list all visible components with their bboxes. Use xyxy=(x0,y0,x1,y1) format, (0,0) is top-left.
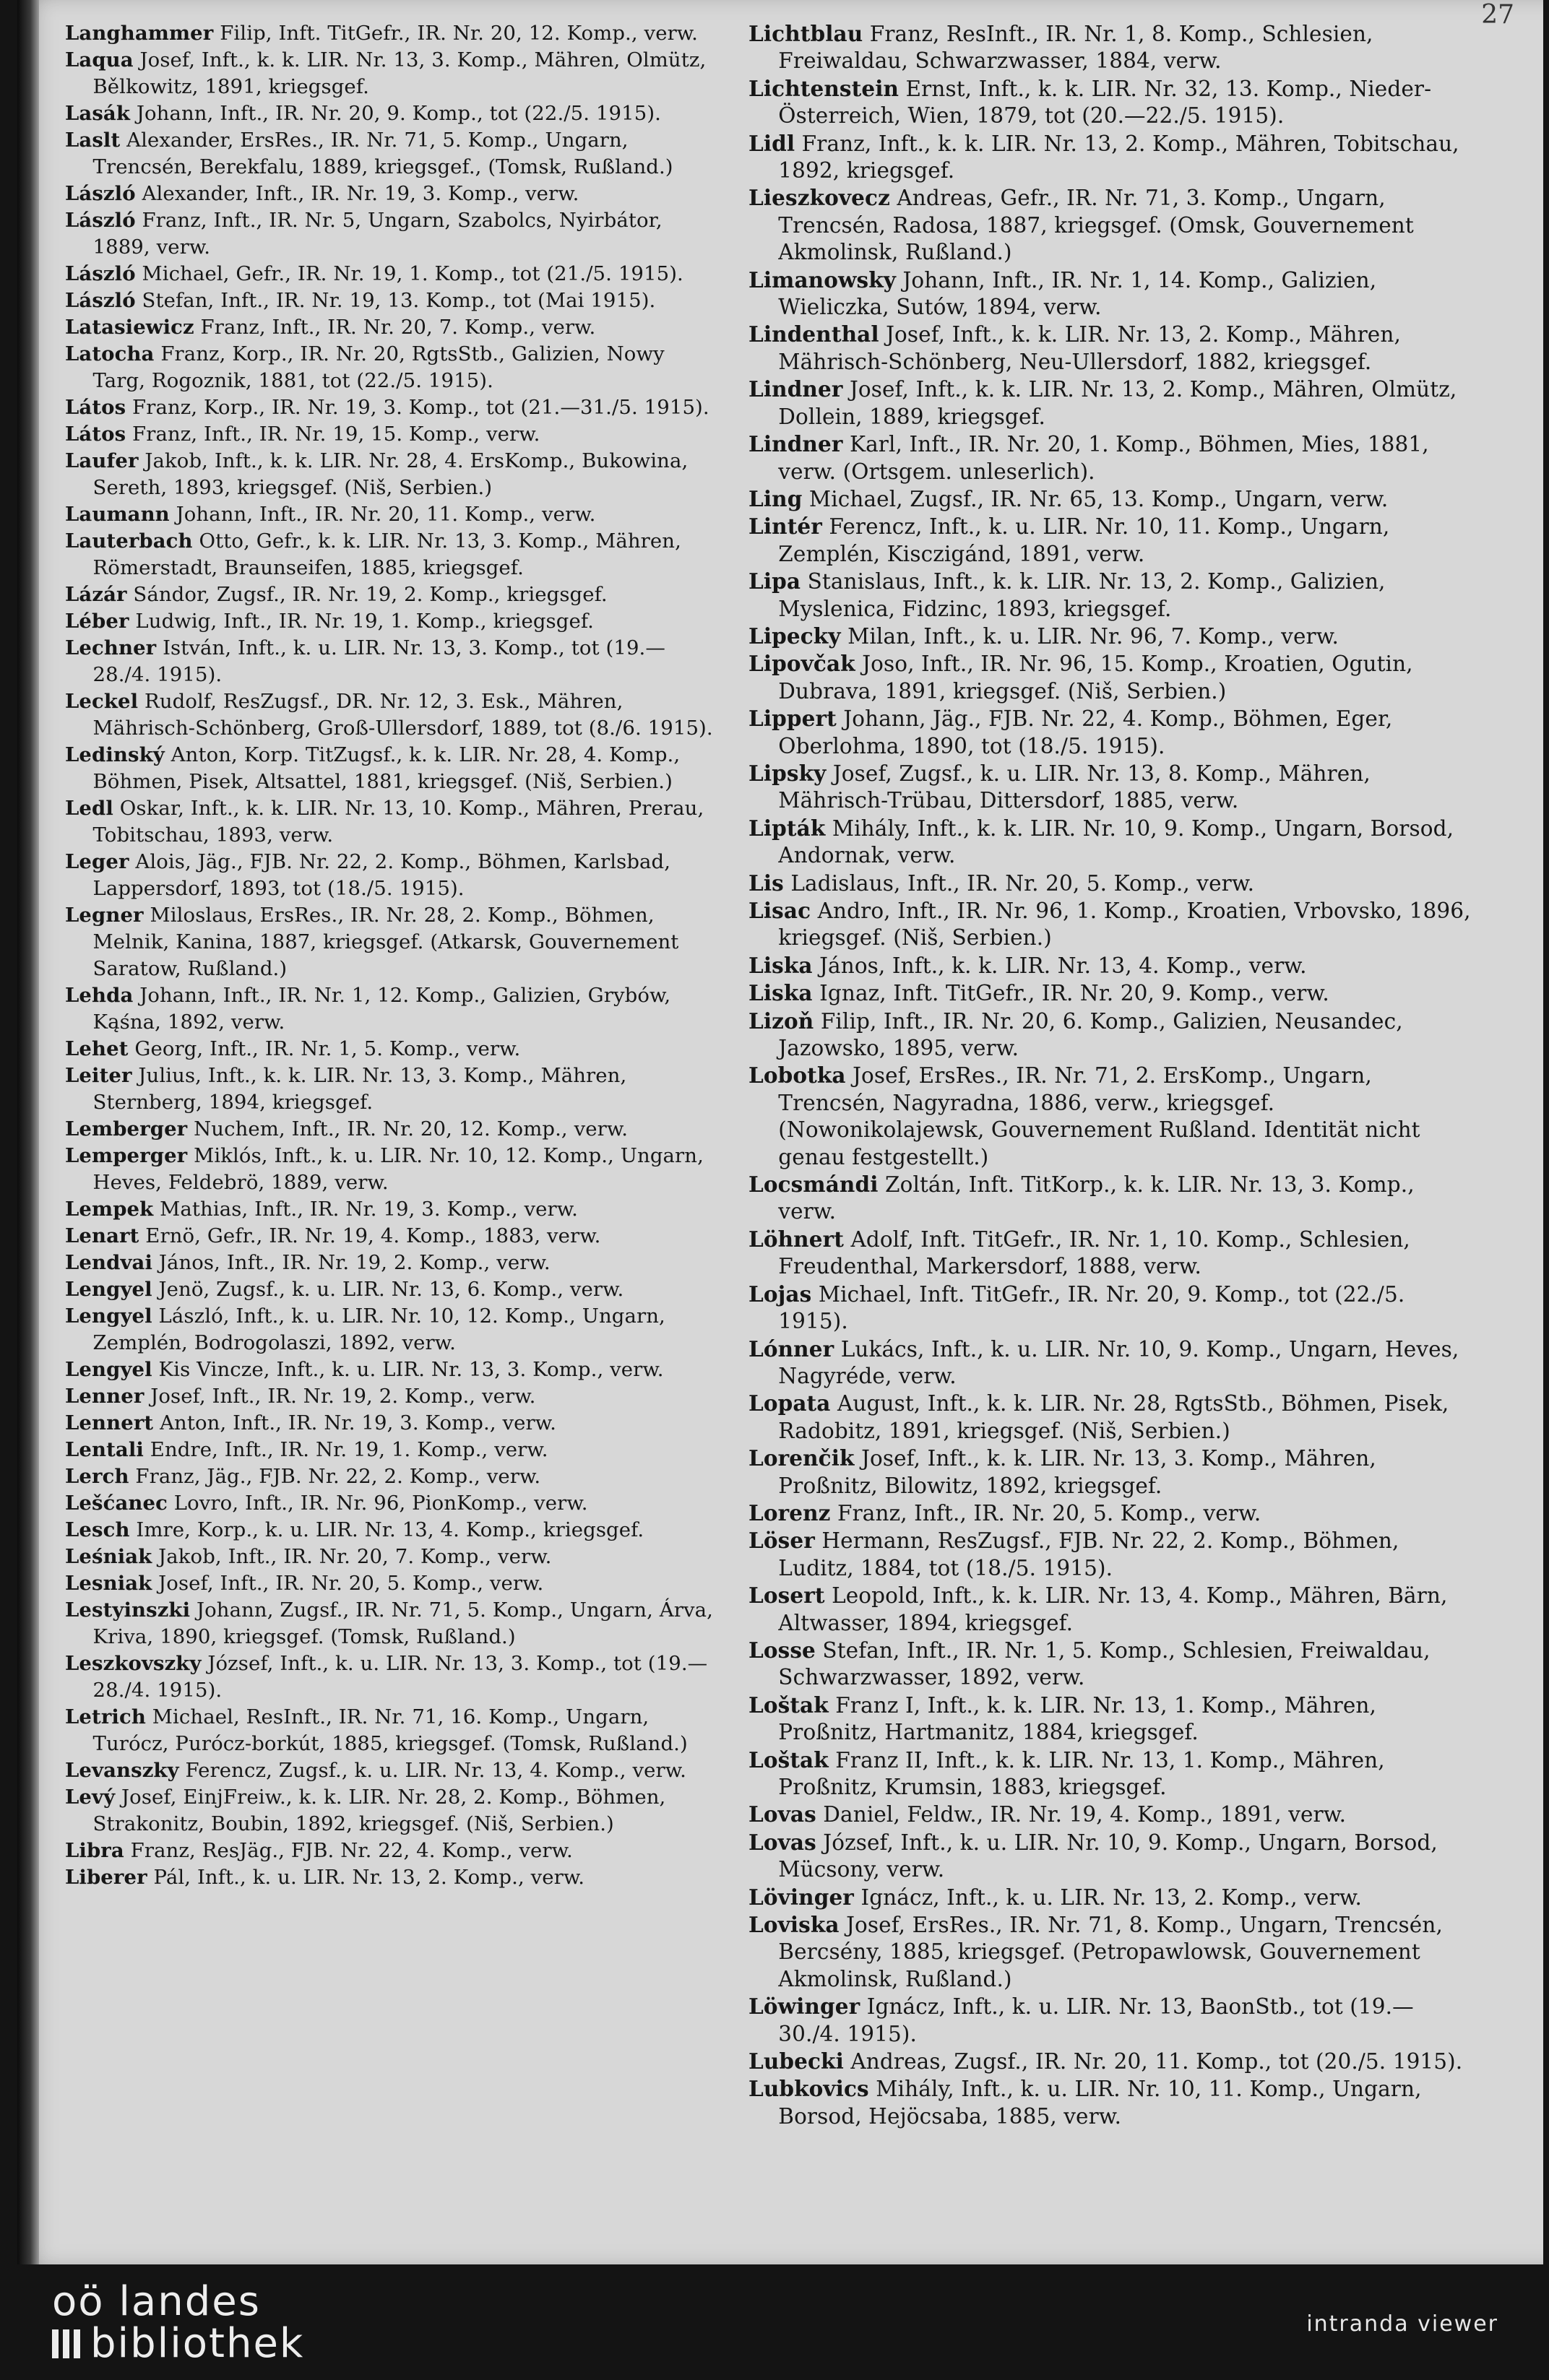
entry-details: Ferencz, Zugsf., k. u. LIR. Nr. 13, 4. Komp., verw. xyxy=(185,1759,686,1782)
entry-details: Josef, Inft., k. k. LIR. Nr. 13, 2. Komp., Mähren, Mährisch-Schönberg, Neu-Ullersdorf, 1882, kriegsgef. xyxy=(778,322,1401,374)
entry-details: Franz, ResJäg., FJB. Nr. 22, 4. Komp., verw. xyxy=(130,1839,573,1862)
book-spine xyxy=(17,0,39,2264)
library-logo[interactable] xyxy=(52,2278,305,2367)
entry-surname: Losse xyxy=(748,1637,816,1663)
register-entry xyxy=(65,1597,715,1650)
entry-details: Filip, Inft. TitGefr., IR. Nr. 20, 12. Komp., verw. xyxy=(220,22,699,45)
entry-surname: Lövinger xyxy=(748,1884,854,1910)
entry-surname: Lipa xyxy=(748,568,801,594)
register-entry xyxy=(65,688,715,742)
entry-surname: Lipták xyxy=(748,815,826,841)
entry-details: Josef, Inft., k. k. LIR. Nr. 13, 3. Komp., Mähren, Proßnitz, Bilowitz, 1892, kriegsgef. xyxy=(778,1446,1376,1498)
register-entry xyxy=(748,760,1471,815)
entry-surname: Ledl xyxy=(65,797,113,820)
entry-details: Anton, Korp. TitZugsf., k. k. LIR. Nr. 28, 4. Komp., Böhmen, Pisek, Altsattel, 1881, kriegsgef. (Niš, Serbien.) xyxy=(92,743,681,793)
entry-details: Michael, Gefr., IR. Nr. 19, 1. Komp., tot (21./5. 1915). xyxy=(142,262,683,285)
entry-surname: Laqua xyxy=(65,48,134,72)
register-entry xyxy=(748,130,1471,185)
left-column xyxy=(65,20,715,1891)
register-entry xyxy=(748,75,1471,130)
entry-details: Julius, Inft., k. k. LIR. Nr. 13, 3. Komp., Mähren, Sternberg, 1894, kriegsgef. xyxy=(92,1064,627,1114)
entry-surname: Lis xyxy=(748,870,784,896)
entry-surname: Látos xyxy=(65,423,126,446)
entry-surname: Levý xyxy=(65,1786,116,1809)
entry-details: Josef, Inft., k. k. LIR. Nr. 13, 3. Komp., Mähren, Olmütz, Bělkowitz, 1891, kriegsgef. xyxy=(92,48,707,98)
entry-surname: László xyxy=(65,262,136,285)
entry-details: Andreas, Gefr., IR. Nr. 71, 3. Komp., Ungarn, Trencsén, Radosa, 1887, kriegsgef. (Omsk, Gouvernement Akmolinsk, Rußland.) xyxy=(778,186,1414,265)
entry-surname: Lipsky xyxy=(748,760,827,786)
entry-surname: Lisac xyxy=(748,898,811,923)
entry-details: József, Inft., k. u. LIR. Nr. 10, 9. Komp., Ungarn, Borsod, Mücsony, verw. xyxy=(778,1830,1438,1882)
entry-details: Johann, Inft., IR. Nr. 20, 11. Komp., verw. xyxy=(176,503,596,526)
entry-surname: Lónner xyxy=(748,1336,834,1362)
entry-details: Johann, Zugsf., IR. Nr. 71, 5. Komp., Ungarn, Árva, Kriva, 1890, kriegsgef. (Tomsk, Rußland.) xyxy=(92,1598,713,1648)
entry-surname: Lorenčik xyxy=(748,1445,855,1471)
entry-details: Franz II, Inft., k. k. LIR. Nr. 13, 1. Komp., Mähren, Proßnitz, Krumsin, 1883, kriegsgef. xyxy=(778,1747,1385,1799)
register-entry xyxy=(65,1276,715,1303)
register-entry xyxy=(65,982,715,1036)
register-entry xyxy=(748,870,1471,897)
entry-details: Stanislaus, Inft., k. k. LIR. Nr. 13, 2. Komp., Galizien, Myslenica, Fidzinc, 1893, kriegsgef. xyxy=(778,569,1386,621)
entry-details: Ladislaus, Inft., IR. Nr. 20, 5. Komp., verw. xyxy=(790,870,1255,896)
entry-details: Josef, EinjFreiw., k. k. LIR. Nr. 28, 2. Komp., Böhmen, Strakonitz, Boubin, 1892, kriegsgef. (Niš, Serbien.) xyxy=(92,1786,666,1835)
entry-details: Franz, Inft., IR. Nr. 19, 15. Komp., verw. xyxy=(132,423,540,446)
register-entry xyxy=(748,952,1471,979)
entry-details: Josef, ErsRes., IR. Nr. 71, 2. ErsKomp., Ungarn, Trencsén, Nagyradna, 1886, verw., kriegsgef. (Nowonikolajewsk, Gouvernement Rußland. Identität nicht genau festgestellt.) xyxy=(778,1063,1420,1169)
register-entry xyxy=(65,1757,715,1784)
register-entry xyxy=(748,513,1471,568)
entry-details: László, Inft., k. u. LIR. Nr. 10, 12. Komp., Ungarn, Zemplén, Bodrogolaszi, 1892, verw. xyxy=(92,1304,665,1354)
register-entry xyxy=(748,1062,1471,1171)
scanned-page xyxy=(17,0,1543,2264)
entry-details: Michael, Zugsf., IR. Nr. 65, 13. Komp., Ungarn, verw. xyxy=(808,486,1389,511)
entry-surname: Lichtenstein xyxy=(748,75,899,101)
register-entry xyxy=(65,501,715,528)
entry-details: Mihály, Inft., k. u. LIR. Nr. 10, 11. Komp., Ungarn, Borsod, Hejöcsaba, 1885, verw. xyxy=(778,2077,1422,2129)
register-entry xyxy=(748,267,1471,321)
entry-surname: Lengyel xyxy=(65,1278,152,1301)
entry-surname: Liska xyxy=(748,952,813,978)
register-entry xyxy=(748,1527,1471,1582)
logo-line-2-text: bibliothek xyxy=(90,2320,305,2367)
page-number: 27 xyxy=(1481,0,1514,30)
entry-details: Otto, Gefr., k. k. LIR. Nr. 13, 3. Komp., Mähren, Römerstadt, Braunseifen, 1885, kriegsgef. xyxy=(92,529,681,579)
entry-details: Franz, Korp., IR. Nr. 20, RgtsStb., Galizien, Nowy Targ, Rogoznik, 1881, tot (22./5. 1915). xyxy=(92,342,665,392)
entry-surname: Lesch xyxy=(65,1518,130,1541)
entry-details: Ignaz, Inft. TitGefr., IR. Nr. 20, 9. Komp., verw. xyxy=(819,981,1329,1006)
entry-details: Franz, Inft., IR. Nr. 20, 5. Komp., verw. xyxy=(837,1500,1261,1526)
register-entry xyxy=(748,430,1471,485)
register-entry xyxy=(65,608,715,635)
entry-details: Ernst, Inft., k. k. LIR. Nr. 32, 13. Komp., Nieder-Österreich, Wien, 1879, tot (20.—22./5. 1915). xyxy=(778,76,1432,129)
entry-details: Adolf, Inft. TitGefr., IR. Nr. 1, 10. Komp., Schlesien, Freudenthal, Markersdorf, 1888, verw. xyxy=(778,1226,1410,1279)
register-entry xyxy=(748,1171,1471,1226)
entry-details: Mihály, Inft., k. k. LIR. Nr. 10, 9. Komp., Ungarn, Borsod, Andornak, verw. xyxy=(778,815,1454,868)
register-entry xyxy=(748,1637,1471,1692)
entry-details: József, Inft., k. u. LIR. Nr. 13, 3. Komp., tot (19.—28./4. 1915). xyxy=(92,1652,708,1702)
entry-details: Filip, Inft., IR. Nr. 20, 6. Komp., Galizien, Neusandec, Jazowsko, 1895, verw. xyxy=(778,1008,1403,1061)
entry-surname: Lerch xyxy=(65,1465,129,1488)
register-entry xyxy=(748,1445,1471,1500)
entry-details: Franz, Jäg., FJB. Nr. 22, 2. Komp., verw. xyxy=(135,1465,541,1488)
register-entry xyxy=(65,902,715,982)
entry-details: Franz, Inft., IR. Nr. 20, 7. Komp., verw. xyxy=(200,316,596,339)
register-entry xyxy=(65,207,715,261)
register-entry xyxy=(65,742,715,795)
entry-details: Alois, Jäg., FJB. Nr. 22, 2. Komp., Böhmen, Karlsbad, Lappersdorf, 1893, tot (18./5. 1915). xyxy=(92,850,671,900)
entry-surname: Loviska xyxy=(748,1912,840,1938)
register-entry xyxy=(65,1063,715,1116)
register-entry xyxy=(748,1993,1471,2048)
register-entry xyxy=(65,528,715,581)
entry-details: Johann, Jäg., FJB. Nr. 22, 4. Komp., Böhmen, Eger, Oberlohma, 1890, tot (18./5. 1915). xyxy=(778,706,1393,758)
entry-details: Josef, ErsRes., IR. Nr. 71, 8. Komp., Ungarn, Trencsén, Bercsény, 1885, kriegsgef. (Petropawlowsk, Gouvernement Akmolinsk, Rußland.) xyxy=(778,1913,1443,1991)
entry-surname: László xyxy=(65,289,136,312)
entry-details: Karl, Inft., IR. Nr. 20, 1. Komp., Böhmen, Mies, 1881, verw. (Ortsgem. unleserlich). xyxy=(778,432,1429,484)
register-entry xyxy=(748,1884,1471,1911)
entry-details: Zoltán, Inft. TitKorp., k. k. LIR. Nr. 13, 3. Komp., verw. xyxy=(778,1172,1415,1224)
register-entry xyxy=(748,1582,1471,1637)
entry-surname: Leger xyxy=(65,850,129,873)
register-entry xyxy=(748,1747,1471,1801)
entry-surname: Lenart xyxy=(65,1224,139,1247)
entry-details: Imre, Korp., k. u. LIR. Nr. 13, 4. Komp., kriegsgef. xyxy=(136,1518,644,1541)
entry-surname: Lorenz xyxy=(748,1500,831,1526)
entry-details: Leopold, Inft., k. k. LIR. Nr. 13, 4. Komp., Mähren, Bärn, Altwasser, 1894, kriegsgef. xyxy=(778,1583,1448,1635)
register-entry xyxy=(748,376,1471,430)
entry-details: Joso, Inft., IR. Nr. 96, 15. Komp., Kroatien, Ogutin, Dubrava, 1891, kriegsgef. (Niš, Serbien.) xyxy=(778,652,1413,704)
entry-details: Miklós, Inft., k. u. LIR. Nr. 10, 12. Komp., Ungarn, Heves, Feldebrö, 1889, verw. xyxy=(92,1144,704,1194)
entry-surname: Lesniak xyxy=(65,1572,152,1595)
entry-details: János, Inft., IR. Nr. 19, 2. Komp., verw. xyxy=(158,1251,551,1274)
entry-details: Ignácz, Inft., k. u. LIR. Nr. 13, BaonStb., tot (19.—30./4. 1915). xyxy=(778,1994,1414,2046)
entry-surname: Látos xyxy=(65,396,126,419)
register-entry xyxy=(65,181,715,207)
register-entry xyxy=(65,1490,715,1517)
entry-details: Nuchem, Inft., IR. Nr. 20, 12. Komp., verw. xyxy=(194,1117,629,1141)
entry-surname: Limanowsky xyxy=(748,267,896,293)
register-entry xyxy=(65,1223,715,1250)
entry-surname: Lengyel xyxy=(65,1304,152,1328)
entry-surname: Langhammer xyxy=(65,22,214,45)
entry-details: August, Inft., k. k. LIR. Nr. 28, RgtsStb., Böhmen, Pisek, Radobitz, 1891, kriegsgef. (Niš, Serbien.) xyxy=(778,1391,1449,1443)
register-entry xyxy=(65,849,715,902)
entry-details: Georg, Inft., IR. Nr. 1, 5. Komp., verw. xyxy=(134,1037,521,1060)
entry-surname: Ledinský xyxy=(65,743,165,766)
entry-details: Hermann, ResZugsf., FJB. Nr. 22, 2. Komp., Böhmen, Luditz, 1884, tot (18./5. 1915). xyxy=(778,1528,1399,1580)
entry-surname: Lestyinszki xyxy=(65,1598,191,1622)
register-entry xyxy=(748,20,1471,75)
entry-surname: Lauterbach xyxy=(65,529,193,553)
register-entry xyxy=(65,581,715,608)
entry-details: Michael, Inft. TitGefr., IR. Nr. 20, 9. Komp., tot (22./5. 1915). xyxy=(778,1281,1405,1334)
entry-details: Franz, Inft., IR. Nr. 5, Ungarn, Szabolcs, Nyirbátor, 1889, verw. xyxy=(92,209,663,259)
entry-surname: Löser xyxy=(748,1528,815,1554)
entry-details: Ernö, Gefr., IR. Nr. 19, 4. Komp., 1883, verw. xyxy=(145,1224,601,1247)
entry-details: Franz, Inft., k. k. LIR. Nr. 13, 2. Komp., Mähren, Tobitschau, 1892, kriegsgef. xyxy=(778,131,1459,183)
register-entry xyxy=(65,1517,715,1544)
register-entry xyxy=(748,1500,1471,1527)
entry-details: Josef, Inft., IR. Nr. 20, 5. Komp., verw. xyxy=(158,1572,544,1595)
logo-line-1: oö landes xyxy=(52,2278,261,2325)
entry-surname: Lindner xyxy=(748,431,843,457)
entry-surname: Legner xyxy=(65,904,144,927)
entry-details: Franz I, Inft., k. k. LIR. Nr. 13, 1. Komp., Mähren, Proßnitz, Hartmanitz, 1884, kriegsgef. xyxy=(778,1692,1376,1745)
entry-surname: László xyxy=(65,182,136,205)
register-entry xyxy=(65,1196,715,1223)
register-entry xyxy=(65,1784,715,1838)
entry-details: Stefan, Inft., IR. Nr. 1, 5. Komp., Schlesien, Freiwaldau, Schwarzwasser, 1892, verw. xyxy=(778,1637,1431,1690)
entry-details: Daniel, Feldw., IR. Nr. 19, 4. Komp., 1891, verw. xyxy=(823,1802,1347,1827)
entry-surname: Lázár xyxy=(65,583,127,606)
entry-details: Johann, Inft., IR. Nr. 20, 9. Komp., tot (22./5. 1915). xyxy=(136,102,661,125)
register-entry xyxy=(65,47,715,100)
entry-details: Michael, ResInft., IR. Nr. 71, 16. Komp., Ungarn, Turócz, Purócz-borkút, 1885, kriegsgef. (Tomsk, Rußland.) xyxy=(92,1705,688,1755)
entry-surname: Lovas xyxy=(748,1801,816,1827)
register-entry xyxy=(65,448,715,501)
entry-surname: Löwinger xyxy=(748,1994,860,2020)
register-entry xyxy=(65,314,715,341)
entry-surname: Laumann xyxy=(65,503,170,526)
register-entry xyxy=(748,705,1471,760)
entry-surname: Latocha xyxy=(65,342,155,365)
entry-surname: Letrich xyxy=(65,1705,146,1728)
entry-details: Jakob, Inft., k. k. LIR. Nr. 28, 4. ErsKomp., Bukowina, Sereth, 1893, kriegsgef. (Niš, Serbien.) xyxy=(92,449,689,499)
entry-details: Jenö, Zugsf., k. u. LIR. Nr. 13, 6. Komp., verw. xyxy=(158,1278,624,1301)
entry-surname: Lindenthal xyxy=(748,321,879,347)
register-entry xyxy=(748,1226,1471,1281)
register-entry xyxy=(65,1356,715,1383)
entry-details: Josef, Inft., IR. Nr. 19, 2. Komp., verw. xyxy=(150,1385,536,1408)
register-entry xyxy=(65,1410,715,1437)
entry-details: Rudolf, ResZugsf., DR. Nr. 12, 3. Esk., Mähren, Mährisch-Schönberg, Groß-Ullersdorf, 1889, tot (8./6. 1915). xyxy=(92,690,713,740)
entry-details: Anton, Inft., IR. Nr. 19, 3. Komp., verw. xyxy=(160,1411,556,1435)
entry-details: Josef, Inft., k. k. LIR. Nr. 13, 2. Komp., Mähren, Olmütz, Dollein, 1889, kriegsgef. xyxy=(778,377,1457,429)
register-entry xyxy=(748,568,1471,623)
entry-surname: Löhnert xyxy=(748,1226,844,1252)
entry-surname: Leckel xyxy=(65,690,139,713)
register-entry xyxy=(748,1801,1471,1828)
entry-details: Jakob, Inft., IR. Nr. 20, 7. Komp., verw. xyxy=(158,1545,552,1568)
entry-surname: Lojas xyxy=(748,1281,812,1307)
register-entry xyxy=(748,979,1471,1007)
right-column xyxy=(748,20,1471,2130)
entry-surname: Lubkovics xyxy=(748,2076,869,2102)
register-entry xyxy=(65,1036,715,1063)
entry-details: Ferencz, Inft., k. u. LIR. Nr. 10, 11. Komp., Ungarn, Zemplén, Kisczigánd, 1891, verw. xyxy=(778,514,1390,566)
entry-surname: Lubecki xyxy=(748,2048,844,2074)
entry-surname: Locsmándi xyxy=(748,1172,879,1198)
register-entry xyxy=(65,1116,715,1143)
entry-surname: Lizoň xyxy=(748,1008,814,1034)
entry-surname: Lemberger xyxy=(65,1117,188,1141)
register-entry xyxy=(748,815,1471,870)
entry-details: Andro, Inft., IR. Nr. 96, 1. Komp., Kroatien, Vrbovsko, 1896, kriegsgef. (Niš, Serbien.) xyxy=(778,899,1471,951)
register-entry xyxy=(65,1570,715,1597)
entry-surname: Lasák xyxy=(65,102,131,125)
entry-surname: Lempek xyxy=(65,1198,154,1221)
register-entry xyxy=(65,394,715,421)
entry-details: Sándor, Zugsf., IR. Nr. 19, 2. Komp., kriegsgef. xyxy=(133,583,608,606)
register-entry xyxy=(748,623,1471,650)
entry-details: Stefan, Inft., IR. Nr. 19, 13. Komp., tot (Mai 1915). xyxy=(142,289,656,312)
entry-surname: Liska xyxy=(748,980,813,1006)
register-entry xyxy=(65,1650,715,1704)
entry-surname: Lentali xyxy=(65,1438,144,1461)
entry-details: Oskar, Inft., k. k. LIR. Nr. 13, 10. Komp., Mähren, Prerau, Tobitschau, 1893, verw. xyxy=(92,797,704,847)
register-entry xyxy=(748,1390,1471,1445)
logo-line-2 xyxy=(52,2320,305,2367)
entry-surname: Loštak xyxy=(748,1692,829,1718)
entry-surname: Lintér xyxy=(748,514,822,540)
register-entry xyxy=(65,20,715,47)
register-entry xyxy=(65,1463,715,1490)
register-entry xyxy=(65,1544,715,1570)
entry-surname: Lidl xyxy=(748,130,795,156)
entry-surname: Leśniak xyxy=(65,1545,152,1568)
entry-surname: Lengyel xyxy=(65,1358,152,1381)
register-entry xyxy=(65,1838,715,1864)
register-entry xyxy=(65,1303,715,1356)
register-entry xyxy=(748,184,1471,266)
entry-surname: Lendvai xyxy=(65,1251,152,1274)
entry-surname: Leiter xyxy=(65,1064,132,1087)
entry-surname: Losert xyxy=(748,1583,825,1609)
register-entry xyxy=(65,1437,715,1463)
entry-surname: Lippert xyxy=(748,706,837,732)
entry-surname: Loštak xyxy=(748,1747,829,1773)
entry-details: Ignácz, Inft., k. u. LIR. Nr. 13, 2. Komp., verw. xyxy=(860,1884,1363,1910)
entry-details: Kis Vincze, Inft., k. u. LIR. Nr. 13, 3. Komp., verw. xyxy=(158,1358,664,1381)
entry-details: Ludwig, Inft., IR. Nr. 19, 1. Komp., kriegsgef. xyxy=(135,610,594,633)
entry-details: János, Inft., k. k. LIR. Nr. 13, 4. Komp., verw. xyxy=(819,953,1307,978)
register-entry xyxy=(748,1281,1471,1336)
entry-surname: Lenner xyxy=(65,1385,144,1408)
entry-details: Mathias, Inft., IR. Nr. 19, 3. Komp., verw. xyxy=(160,1198,579,1221)
entry-details: István, Inft., k. u. LIR. Nr. 13, 3. Komp., tot (19.—28./4. 1915). xyxy=(92,636,665,686)
entry-surname: Lemperger xyxy=(65,1144,188,1167)
entry-surname: Leszkovszky xyxy=(65,1652,202,1675)
entry-surname: Lieszkovecz xyxy=(748,185,890,211)
register-entry xyxy=(65,100,715,127)
register-entry xyxy=(748,2075,1471,2130)
register-entry xyxy=(65,1250,715,1276)
register-entry xyxy=(748,1336,1471,1390)
entry-surname: Laufer xyxy=(65,449,139,472)
entry-surname: Lipovčak xyxy=(748,651,855,677)
register-entry xyxy=(748,650,1471,705)
entry-surname: Libra xyxy=(65,1839,124,1862)
entry-details: Franz, ResInft., IR. Nr. 1, 8. Komp., Schlesien, Freiwaldau, Schwarzwasser, 1884, verw. xyxy=(778,22,1373,74)
viewer-brand-label: intranda viewer xyxy=(1306,2311,1498,2337)
entry-surname: Lobotka xyxy=(748,1063,846,1089)
entry-details: Johann, Inft., IR. Nr. 1, 14. Komp., Galizien, Wieliczka, Sutów, 1894, verw. xyxy=(778,267,1377,320)
entry-details: Johann, Inft., IR. Nr. 1, 12. Komp., Galizien, Grybów, Kąśna, 1892, verw. xyxy=(92,984,671,1034)
register-entry xyxy=(748,2048,1471,2075)
register-entry xyxy=(65,287,715,314)
register-entry xyxy=(65,127,715,181)
entry-surname: Lennert xyxy=(65,1411,154,1435)
register-entry xyxy=(748,485,1471,513)
entry-surname: Lechner xyxy=(65,636,157,659)
entry-surname: Levanszky xyxy=(65,1759,179,1782)
logo-bars-icon xyxy=(52,2329,80,2358)
entry-details: Miloslaus, ErsRes., IR. Nr. 28, 2. Komp., Böhmen, Melnik, Kanina, 1887, kriegsgef. (Atkarsk, Gouvernement Saratow, Rußland.) xyxy=(92,904,679,980)
entry-details: Lukács, Inft., k. u. LIR. Nr. 10, 9. Komp., Ungarn, Heves, Nagyréde, verw. xyxy=(778,1336,1459,1388)
register-entry xyxy=(748,1008,1471,1063)
register-entry xyxy=(65,1704,715,1757)
entry-details: Lovro, Inft., IR. Nr. 96, PionKomp., verw. xyxy=(173,1492,588,1515)
entry-surname: Latasiewicz xyxy=(65,316,194,339)
entry-surname: Lovas xyxy=(748,1829,816,1855)
register-entry xyxy=(65,341,715,394)
register-entry xyxy=(65,421,715,448)
register-entry xyxy=(748,1911,1471,1993)
register-entry xyxy=(65,1383,715,1410)
entry-surname: Léber xyxy=(65,610,129,633)
entry-surname: Lipecky xyxy=(748,623,841,649)
entry-details: Alexander, Inft., IR. Nr. 19, 3. Komp., verw. xyxy=(142,182,579,205)
register-entry xyxy=(65,1143,715,1196)
register-entry xyxy=(748,321,1471,376)
entry-surname: Lindner xyxy=(748,376,843,402)
entry-details: Andreas, Zugsf., IR. Nr. 20, 11. Komp., tot (20./5. 1915). xyxy=(850,2049,1463,2074)
entry-details: Endre, Inft., IR. Nr. 19, 1. Komp., verw. xyxy=(150,1438,548,1461)
entry-surname: Lichtblau xyxy=(748,21,863,46)
register-entry xyxy=(65,635,715,688)
entry-surname: Liberer xyxy=(65,1866,147,1889)
entry-surname: Ling xyxy=(748,485,803,511)
entry-details: Milan, Inft., k. u. LIR. Nr. 96, 7. Komp., verw. xyxy=(847,623,1339,649)
entry-surname: Lopata xyxy=(748,1390,831,1416)
register-entry xyxy=(65,1864,715,1891)
register-entry xyxy=(65,261,715,287)
entry-surname: Lehet xyxy=(65,1037,129,1060)
register-entry xyxy=(748,1692,1471,1747)
register-entry xyxy=(65,795,715,849)
entry-surname: László xyxy=(65,209,136,232)
register-entry xyxy=(748,1829,1471,1884)
entry-details: Franz, Korp., IR. Nr. 19, 3. Komp., tot (21.—31./5. 1915). xyxy=(132,396,709,419)
entry-surname: Lehda xyxy=(65,984,134,1007)
register-entry xyxy=(748,897,1471,952)
entry-surname: Laslt xyxy=(65,129,121,152)
entry-details: Alexander, ErsRes., IR. Nr. 71, 5. Komp., Ungarn, Trencsén, Berekfalu, 1889, kriegsgef., (Tomsk, Rußland.) xyxy=(92,129,673,178)
entry-surname: Lešćanec xyxy=(65,1492,168,1515)
entry-details: Josef, Zugsf., k. u. LIR. Nr. 13, 8. Komp., Mähren, Mährisch-Trübau, Dittersdorf, 1885, verw. xyxy=(778,761,1371,813)
entry-details: Pál, Inft., k. u. LIR. Nr. 13, 2. Komp., verw. xyxy=(153,1866,585,1889)
